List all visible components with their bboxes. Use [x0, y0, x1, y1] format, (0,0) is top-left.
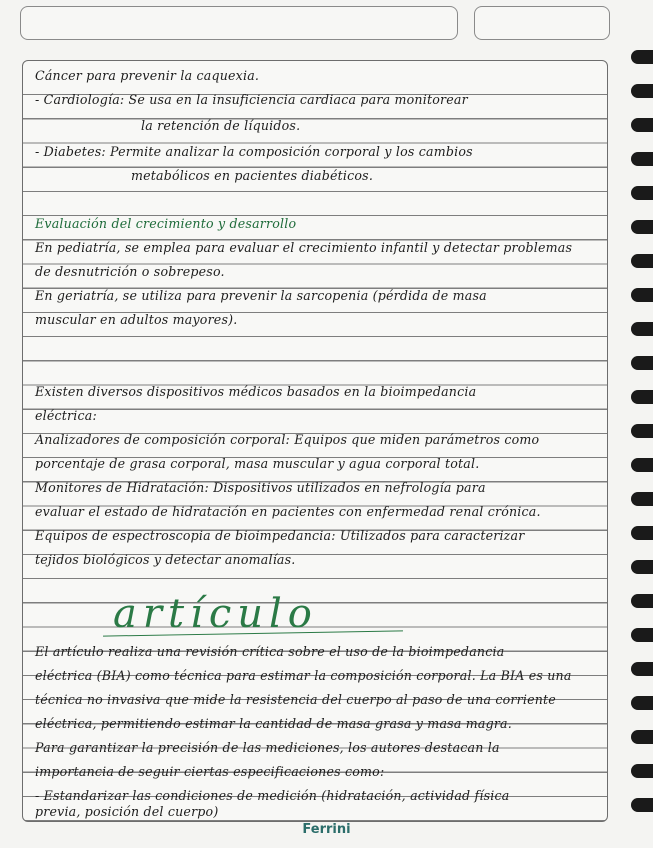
section-heading: Evaluación del crecimiento y desarrollo	[35, 216, 297, 231]
header-field-left	[20, 6, 458, 40]
text-line: - Cardiología: Se usa en la insuficiencia cardiaca para monitorear	[35, 92, 468, 107]
text-line: Analizadores de composición corporal: Equipos que miden parámetros como	[35, 432, 540, 447]
text-line: Para garantizar la precisión de las mediciones, los autores destacan la	[35, 740, 500, 755]
notebook-page	[22, 60, 608, 822]
text-line: la retención de líquidos.	[141, 118, 301, 133]
article-title: artículo	[113, 591, 318, 637]
spiral-ring	[631, 152, 653, 166]
spiral-ring	[631, 118, 653, 132]
spiral-ring	[631, 526, 653, 540]
spiral-ring	[631, 288, 653, 302]
spiral-ring	[631, 356, 653, 370]
spiral-ring	[631, 254, 653, 268]
spiral-ring	[631, 696, 653, 710]
text-line: metabólicos en pacientes diabéticos.	[131, 168, 374, 183]
spiral-ring	[631, 186, 653, 200]
spiral-ring	[631, 764, 653, 778]
text-line: de desnutrición o sobrepeso.	[35, 264, 225, 279]
spiral-ring	[631, 424, 653, 438]
text-line: Existen diversos dispositivos médicos basados en la bioimpedancia	[35, 384, 477, 399]
header-field-right	[474, 6, 610, 40]
text-line: - Estandarizar las condiciones de medición (hidratación, actividad física	[35, 788, 510, 803]
text-line: eléctrica:	[35, 408, 97, 423]
text-line: tejidos biológicos y detectar anomalías.	[35, 552, 296, 567]
spiral-ring	[631, 322, 653, 336]
spiral-ring	[631, 220, 653, 234]
spiral-ring	[631, 594, 653, 608]
text-line: Cáncer para prevenir la caquexia.	[35, 68, 260, 83]
spiral-ring	[631, 560, 653, 574]
text-line: En geriatría, se utiliza para prevenir la sarcopenia (pérdida de masa	[35, 288, 487, 303]
text-line: Equipos de espectroscopia de bioimpedancia: Utilizados para caracterizar	[35, 528, 525, 543]
spiral-ring	[631, 390, 653, 404]
spiral-ring	[631, 492, 653, 506]
text-line: eléctrica, permitiendo estimar la cantidad de masa grasa y masa magra.	[35, 716, 512, 731]
text-line: porcentaje de grasa corporal, masa muscular y agua corporal total.	[35, 456, 480, 471]
text-line: Monitores de Hidratación: Dispositivos utilizados en nefrología para	[35, 480, 486, 495]
spiral-ring	[631, 662, 653, 676]
spiral-ring	[631, 458, 653, 472]
text-line: importancia de seguir ciertas especificaciones como:	[35, 764, 385, 779]
text-line: previa, posición del cuerpo)	[35, 804, 219, 819]
text-line: eléctrica (BIA) como técnica para estimar la composición corporal. La BIA es una	[35, 668, 572, 683]
text-line: evaluar el estado de hidratación en pacientes con enfermedad renal crónica.	[35, 504, 541, 519]
spiral-ring	[631, 84, 653, 98]
spiral-ring	[631, 628, 653, 642]
spiral-ring	[631, 798, 653, 812]
text-line: muscular en adultos mayores).	[35, 312, 238, 327]
spiral-ring	[631, 730, 653, 744]
text-line: - Diabetes: Permite analizar la composición corporal y los cambios	[35, 144, 473, 159]
text-line: En pediatría, se emplea para evaluar el crecimiento infantil y detectar problemas	[35, 240, 573, 255]
spiral-ring	[631, 50, 653, 64]
text-line: técnica no invasiva que mide la resistencia del cuerpo al paso de una corriente	[35, 692, 556, 707]
text-line: El artículo realiza una revisión crítica sobre el uso de la bioimpedancia	[35, 644, 505, 659]
brand-logo: Ferrini	[302, 822, 351, 837]
